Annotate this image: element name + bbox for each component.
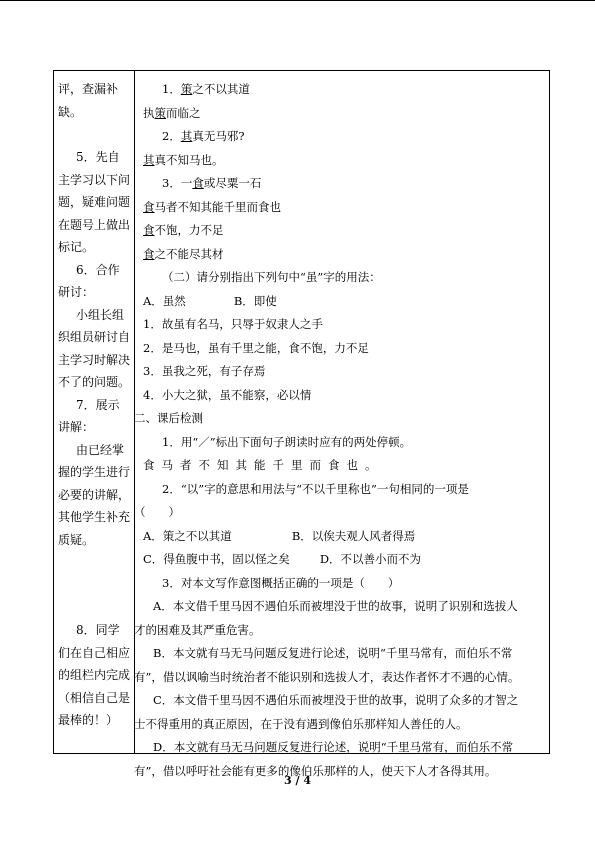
guide-step-7: 7．展示 [76, 397, 120, 412]
guide-line: 握的学生进行 [58, 465, 131, 479]
example-sentence: 食不饱，力不足 [143, 223, 224, 237]
example-sentence: 执策而临之 [143, 105, 201, 120]
content-column [134, 78, 543, 783]
guide-step-6: 6．合作 [76, 262, 120, 277]
example-sentence: 1．策之不以其道 [162, 82, 250, 96]
example-sentence: 2．其真无马邪? [162, 129, 245, 143]
question-item: 1．故虽有名马，只辱于奴隶人之手 [143, 317, 323, 331]
question-item: 3．虽我之死，有子存焉 [143, 364, 266, 378]
answer-options: A．虽然 B．即使 [143, 293, 277, 308]
guide-line: 研讨： [58, 285, 95, 299]
example-sentence: 食马者不知其能千里而食也 [143, 199, 281, 214]
guide-line: 主学习以下问 [58, 172, 131, 187]
question-item: 1．用“／”标出下面句子朗读时应有的两处停顿。 [162, 434, 412, 449]
guide-line: （相信自己是 [58, 690, 131, 705]
example-sentence: 食之不能尽其材 [143, 246, 224, 261]
option-c-cont: 士不得重用的真正原因，在于没有遇到像伯乐那样知人善任的人。 [134, 716, 468, 731]
option-c: C．本文借千里马因不遇伯乐而被埋没于世的故事，说明了众多的才智之 [153, 693, 519, 707]
guide-line: 的组栏内完成 [58, 668, 131, 682]
guide-line: 质疑。 [58, 532, 95, 547]
option-a-cont: 才的困难及其严重危害。 [134, 622, 261, 637]
page-number: 3 / 4 [284, 774, 311, 787]
example-sentence: 其真不知马也。 [143, 152, 224, 167]
guide-line: 必要的讲解， [58, 487, 131, 502]
header-rule [0, 0, 595, 1]
spacer [58, 551, 132, 619]
guide-line: 不了的问题。 [58, 375, 131, 389]
guide-step-5: 5．先自 [76, 150, 120, 164]
option-d: D．本文就有马无马问题反复进行论述，说明“千里马常有，而伯乐不常 [153, 740, 514, 754]
spacer [58, 123, 132, 146]
question-item: 3．对本文写作意图概括正确的一项是（ ） [162, 575, 400, 590]
guide-line: 们在自己相应 [58, 645, 131, 660]
section-heading: （二）请分别指出下列句中“虽”字的用法： [162, 270, 381, 284]
guide-step-8: 8．同学 [76, 623, 120, 637]
guide-line: 其他学生补充 [58, 510, 131, 524]
guide-line: 题，疑难问题 [58, 195, 131, 209]
option-a: A．本文借千里马因不遇伯乐而被埋没于世的故事，说明了识别和选拔人 [153, 599, 518, 613]
guide-line: 主学习时解决 [58, 352, 131, 367]
reading-sentence: 食马者不知其能千里而食也。 [143, 458, 384, 472]
option-d-cont: 有”，借以呼吁社会能有更多的像伯乐那样的人，使天下人才各得其用。 [134, 763, 497, 778]
guide-line: 缺。 [58, 104, 83, 119]
option-b: B．本文就有马无马问题反复进行论述，说明“千里马常有，而伯乐不常 [153, 646, 513, 660]
question-item: 2．是马也，虽有千里之能，食不饱，力不足 [143, 340, 369, 355]
guide-line: 评，查漏补 [58, 82, 119, 96]
example-sentence: 3．一食或尽粟一石 [162, 176, 262, 190]
question-item: 4．小大之狱，虽不能察，必以情 [143, 387, 312, 402]
guide-line: 最棒的！） [58, 713, 119, 727]
option-b-cont: 有”，借以讽喻当时统治者不能识别和选拔人才，表达作者怀才不遇的心情。 [134, 669, 520, 684]
section-heading: 二、课后检测 [134, 411, 203, 425]
answer-options: A．策之不以其道 B．以俟夫观人风者得焉 [143, 528, 416, 543]
guide-line: 标记。 [58, 240, 95, 254]
guide-line: 讲解： [58, 420, 95, 434]
guide-line: 由已经掌 [76, 442, 125, 457]
answer-blank: （ ） [134, 505, 180, 519]
guide-line: 小组长组 [76, 307, 125, 322]
question-item: 2．“以”字的意思和用法与“不以千里称也”一句相同的一项是 [162, 481, 469, 496]
lesson-table [53, 70, 550, 778]
guide-line: 织组员研讨自 [58, 330, 131, 344]
answer-options: C．得鱼腹中书，固以怪之矣 D．不以善小而不为 [143, 552, 422, 566]
guidance-column [58, 78, 132, 732]
guide-line: 在题号上做出 [58, 217, 131, 232]
